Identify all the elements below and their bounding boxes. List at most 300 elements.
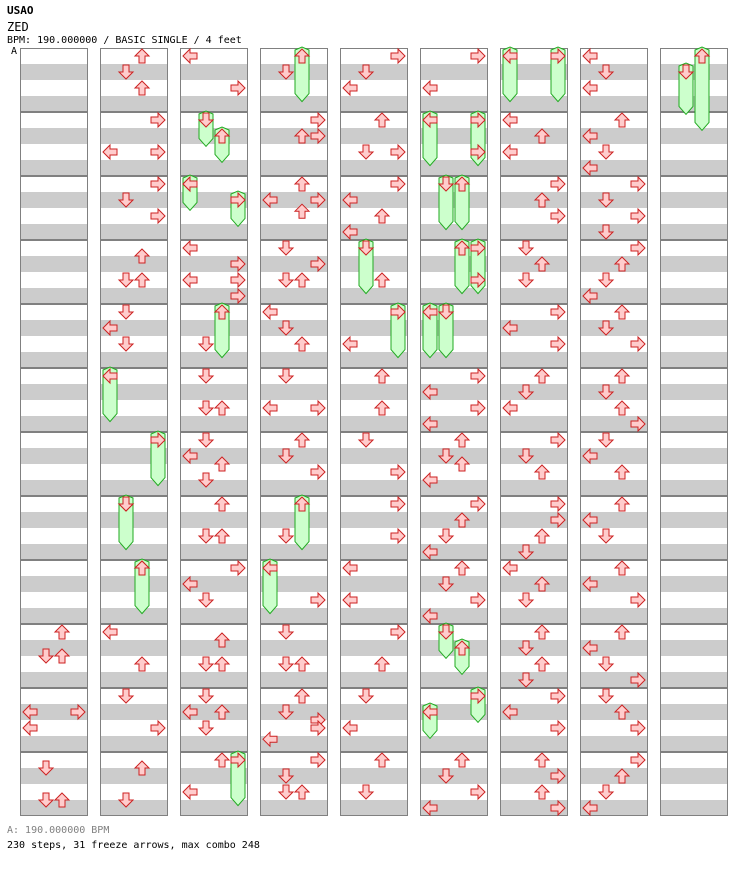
freeze-arrow [455, 639, 469, 674]
beat-stripe [580, 480, 648, 496]
beat-stripe [20, 288, 88, 304]
up-arrow-icon [615, 561, 629, 575]
beat-stripe [20, 768, 88, 784]
up-arrow-icon [375, 273, 389, 287]
up-arrow-icon [535, 785, 549, 799]
beat-stripe [500, 576, 568, 592]
up-arrow-icon [215, 497, 229, 511]
beat-stripe [20, 160, 88, 176]
up-arrow-icon [215, 401, 229, 415]
right-arrow-icon [551, 305, 565, 319]
beat-stripe [20, 576, 88, 592]
left-arrow-icon [343, 337, 357, 351]
beat-stripe [100, 736, 168, 752]
freeze-arrow [199, 111, 213, 146]
right-arrow-icon [471, 49, 485, 63]
up-arrow-icon [215, 753, 229, 767]
beat-stripe [100, 96, 168, 112]
beat-stripe [500, 128, 568, 144]
beat-stripe [20, 512, 88, 528]
up-arrow-icon [295, 433, 309, 447]
beat-stripe [100, 672, 168, 688]
beat-stripe [180, 96, 248, 112]
beat-stripe [500, 384, 568, 400]
beat-stripe [340, 128, 408, 144]
right-arrow-icon [391, 625, 405, 639]
up-arrow-icon [375, 113, 389, 127]
beat-stripe [340, 704, 408, 720]
freeze-arrow [439, 623, 453, 658]
beat-stripe [340, 160, 408, 176]
beat-stripe [580, 64, 648, 80]
beat-stripe [340, 800, 408, 816]
beat-stripe [20, 352, 88, 368]
up-arrow-icon [455, 753, 469, 767]
beat-stripe [20, 320, 88, 336]
beat-stripe [660, 160, 728, 176]
down-arrow-icon [199, 337, 213, 351]
right-arrow-icon [551, 177, 565, 191]
beat-stripe [340, 576, 408, 592]
up-arrow-icon [135, 657, 149, 671]
right-arrow-icon [311, 465, 325, 479]
beat-stripe [500, 256, 568, 272]
up-arrow-icon [215, 657, 229, 671]
down-arrow-icon [359, 689, 373, 703]
up-arrow-icon [375, 657, 389, 671]
up-arrow-icon [535, 657, 549, 671]
beat-stripe [420, 96, 488, 112]
freeze-arrow [295, 495, 309, 550]
chart-column [260, 47, 328, 816]
footer-bpm: A: 190.000000 BPM [7, 825, 110, 836]
beat-stripe [340, 384, 408, 400]
beat-stripe [660, 96, 728, 112]
freeze-arrow [439, 303, 453, 358]
right-arrow-icon [231, 273, 245, 287]
freeze-arrow [231, 751, 245, 806]
beat-stripe [100, 128, 168, 144]
right-arrow-icon [311, 401, 325, 415]
beat-stripe [580, 352, 648, 368]
beat-stripe [500, 736, 568, 752]
song-title: ZED [7, 20, 29, 34]
down-arrow-icon [359, 433, 373, 447]
beat-stripe [580, 256, 648, 272]
beat-stripe [420, 576, 488, 592]
freeze-arrow [503, 47, 517, 102]
beat-stripe [500, 544, 568, 560]
beat-stripe [420, 512, 488, 528]
beat-stripe [660, 320, 728, 336]
beat-stripe [340, 480, 408, 496]
up-arrow-icon [455, 561, 469, 575]
up-arrow-icon [535, 529, 549, 543]
beat-stripe [340, 288, 408, 304]
beat-stripe [660, 192, 728, 208]
beat-stripe [260, 512, 328, 528]
down-arrow-icon [279, 625, 293, 639]
beat-stripe [580, 768, 648, 784]
beat-stripe [20, 192, 88, 208]
beat-stripe [100, 512, 168, 528]
beat-stripe [580, 224, 648, 240]
beat-stripe [20, 256, 88, 272]
beat-stripe [340, 416, 408, 432]
beat-stripe [660, 608, 728, 624]
left-arrow-icon [503, 561, 517, 575]
down-arrow-icon [119, 305, 133, 319]
beat-stripe [660, 800, 728, 816]
beat-stripe [340, 256, 408, 272]
beat-stripe [260, 384, 328, 400]
right-arrow-icon [471, 401, 485, 415]
beat-stripe [340, 736, 408, 752]
freeze-arrow [679, 63, 693, 114]
beat-stripe [660, 352, 728, 368]
beat-stripe [180, 160, 248, 176]
beat-stripe [20, 224, 88, 240]
beat-stripe [420, 672, 488, 688]
beat-stripe [340, 64, 408, 80]
down-arrow-icon [599, 529, 613, 543]
freeze-arrow [103, 367, 117, 422]
up-arrow-icon [615, 625, 629, 639]
left-arrow-icon [183, 241, 197, 255]
right-arrow-icon [471, 593, 485, 607]
beat-stripe [340, 672, 408, 688]
right-arrow-icon [311, 593, 325, 607]
left-arrow-icon [103, 145, 117, 159]
chart-column [500, 47, 568, 816]
left-arrow-icon [503, 401, 517, 415]
beat-stripe [100, 576, 168, 592]
freeze-arrow [439, 175, 453, 230]
beat-stripe [660, 512, 728, 528]
down-arrow-icon [199, 593, 213, 607]
down-arrow-icon [279, 241, 293, 255]
beat-stripe [340, 640, 408, 656]
freeze-arrow [423, 303, 437, 358]
right-arrow-icon [631, 721, 645, 735]
down-arrow-icon [279, 369, 293, 383]
freeze-arrow [455, 175, 469, 230]
beat-stripe [260, 320, 328, 336]
beat-stripe [660, 544, 728, 560]
down-arrow-icon [519, 593, 533, 607]
beat-stripe [180, 672, 248, 688]
beat-stripe [500, 608, 568, 624]
beat-stripe [500, 480, 568, 496]
beat-stripe [100, 704, 168, 720]
down-arrow-icon [199, 401, 213, 415]
chart-column [580, 49, 648, 817]
beat-stripe [180, 64, 248, 80]
beat-stripe [180, 128, 248, 144]
right-arrow-icon [471, 785, 485, 799]
up-arrow-icon [535, 625, 549, 639]
up-arrow-icon [535, 465, 549, 479]
right-arrow-icon [631, 593, 645, 607]
beat-stripe [260, 96, 328, 112]
right-arrow-icon [551, 721, 565, 735]
left-arrow-icon [503, 145, 517, 159]
right-arrow-icon [471, 497, 485, 511]
right-arrow-icon [151, 209, 165, 223]
left-arrow-icon [583, 81, 597, 95]
beat-stripe [660, 288, 728, 304]
beat-stripe [580, 96, 648, 112]
down-arrow-icon [199, 369, 213, 383]
up-arrow-icon [135, 49, 149, 63]
beat-stripe [660, 704, 728, 720]
down-arrow-icon [279, 785, 293, 799]
beat-stripe [20, 480, 88, 496]
beat-stripe [100, 160, 168, 176]
up-arrow-icon [295, 177, 309, 191]
freeze-arrow [231, 191, 245, 226]
beat-stripe [420, 224, 488, 240]
freeze-arrow [423, 111, 437, 166]
beat-stripe [580, 320, 648, 336]
beat-stripe [660, 640, 728, 656]
right-arrow-icon [631, 337, 645, 351]
beat-stripe [100, 544, 168, 560]
beat-stripe [20, 128, 88, 144]
up-arrow-icon [455, 433, 469, 447]
right-arrow-icon [391, 49, 405, 63]
beat-stripe [100, 608, 168, 624]
up-arrow-icon [295, 657, 309, 671]
left-arrow-icon [263, 305, 277, 319]
up-arrow-icon [215, 529, 229, 543]
left-arrow-icon [263, 401, 277, 415]
right-arrow-icon [391, 497, 405, 511]
freeze-arrow [215, 127, 229, 162]
beat-stripe [180, 608, 248, 624]
beat-stripe [20, 384, 88, 400]
artist-name: USAO [7, 4, 34, 17]
beat-stripe [500, 192, 568, 208]
up-arrow-icon [375, 209, 389, 223]
chart-column [180, 49, 248, 817]
beat-stripe [180, 384, 248, 400]
right-arrow-icon [151, 113, 165, 127]
down-arrow-icon [119, 689, 133, 703]
up-arrow-icon [135, 273, 149, 287]
freeze-arrow [215, 303, 229, 358]
beat-stripe [660, 64, 728, 80]
beat-stripe [660, 416, 728, 432]
right-arrow-icon [151, 145, 165, 159]
beat-stripe [20, 800, 88, 816]
beat-stripe [260, 640, 328, 656]
beat-stripe [580, 608, 648, 624]
beat-stripe [580, 384, 648, 400]
right-arrow-icon [391, 529, 405, 543]
beat-stripe [340, 448, 408, 464]
chart-column [340, 49, 408, 817]
beat-stripe [100, 224, 168, 240]
chart-info: BPM: 190.000000 / BASIC SINGLE / 4 feet [7, 35, 242, 46]
down-arrow-icon [599, 689, 613, 703]
down-arrow-icon [279, 273, 293, 287]
chart-column [20, 49, 88, 817]
left-arrow-icon [183, 49, 197, 63]
right-arrow-icon [631, 177, 645, 191]
beat-stripe [580, 736, 648, 752]
beat-stripe [20, 448, 88, 464]
up-arrow-icon [295, 689, 309, 703]
beat-stripe [420, 640, 488, 656]
freeze-arrow [359, 239, 373, 294]
freeze-arrow [695, 47, 709, 130]
up-arrow-icon [535, 753, 549, 767]
beat-stripe [100, 256, 168, 272]
up-arrow-icon [535, 369, 549, 383]
down-arrow-icon [599, 657, 613, 671]
freeze-arrow [263, 559, 277, 614]
beat-stripe [260, 288, 328, 304]
footer-stats: 230 steps, 31 freeze arrows, max combo 248 [7, 840, 260, 851]
right-arrow-icon [151, 177, 165, 191]
left-arrow-icon [343, 721, 357, 735]
beat-stripe [260, 160, 328, 176]
bpm-section-marker: A [11, 46, 18, 57]
right-arrow-icon [311, 753, 325, 767]
right-arrow-icon [391, 465, 405, 479]
beat-stripe [100, 640, 168, 656]
beat-stripe [660, 448, 728, 464]
up-arrow-icon [615, 497, 629, 511]
right-arrow-icon [391, 145, 405, 159]
right-arrow-icon [551, 337, 565, 351]
beat-stripe [660, 768, 728, 784]
left-arrow-icon [343, 81, 357, 95]
down-arrow-icon [599, 145, 613, 159]
beat-stripe [100, 800, 168, 816]
beat-stripe [340, 544, 408, 560]
right-arrow-icon [311, 113, 325, 127]
up-arrow-icon [295, 785, 309, 799]
beat-stripe [180, 512, 248, 528]
beat-stripe [660, 576, 728, 592]
beat-stripe [500, 160, 568, 176]
right-arrow-icon [471, 369, 485, 383]
beat-stripe [500, 352, 568, 368]
beat-stripe [340, 96, 408, 112]
beat-stripe [580, 704, 648, 720]
beat-stripe [420, 768, 488, 784]
right-arrow-icon [551, 689, 565, 703]
up-arrow-icon [375, 401, 389, 415]
down-arrow-icon [199, 433, 213, 447]
right-arrow-icon [551, 497, 565, 511]
beat-stripe [340, 608, 408, 624]
beat-stripe [20, 416, 88, 432]
beat-stripe [180, 640, 248, 656]
up-arrow-icon [375, 753, 389, 767]
beat-stripe [260, 544, 328, 560]
beat-stripe [20, 672, 88, 688]
beat-stripe [180, 480, 248, 496]
down-arrow-icon [279, 657, 293, 671]
freeze-arrow [423, 703, 437, 738]
beat-stripe [580, 544, 648, 560]
down-arrow-icon [439, 529, 453, 543]
down-arrow-icon [199, 529, 213, 543]
up-arrow-icon [615, 465, 629, 479]
right-arrow-icon [631, 209, 645, 223]
freeze-arrow [455, 239, 469, 294]
up-arrow-icon [615, 401, 629, 415]
left-arrow-icon [103, 625, 117, 639]
chart-column [420, 49, 488, 817]
beat-stripe [260, 768, 328, 784]
right-arrow-icon [231, 561, 245, 575]
beat-stripe [420, 64, 488, 80]
up-arrow-icon [295, 273, 309, 287]
beat-stripe [500, 672, 568, 688]
beat-stripe [420, 192, 488, 208]
up-arrow-icon [615, 369, 629, 383]
left-arrow-icon [183, 785, 197, 799]
chart-column [660, 47, 728, 816]
right-arrow-icon [631, 241, 645, 255]
up-arrow-icon [295, 337, 309, 351]
beat-stripe [660, 480, 728, 496]
beat-stripe [340, 512, 408, 528]
down-arrow-icon [599, 785, 613, 799]
beat-stripe [20, 64, 88, 80]
beat-stripe [100, 192, 168, 208]
beat-stripe [260, 416, 328, 432]
freeze-arrow [471, 687, 485, 722]
beat-stripe [260, 64, 328, 80]
beat-stripe [580, 192, 648, 208]
beat-stripe [420, 448, 488, 464]
beat-stripe [180, 736, 248, 752]
right-arrow-icon [151, 721, 165, 735]
beat-stripe [260, 448, 328, 464]
left-arrow-icon [183, 273, 197, 287]
down-arrow-icon [119, 273, 133, 287]
beat-stripe [260, 672, 328, 688]
beat-stripe [260, 224, 328, 240]
down-arrow-icon [519, 273, 533, 287]
up-arrow-icon [615, 305, 629, 319]
freeze-arrow [295, 47, 309, 102]
left-arrow-icon [503, 113, 517, 127]
down-arrow-icon [519, 241, 533, 255]
beat-stripe [660, 384, 728, 400]
beat-stripe [500, 448, 568, 464]
up-arrow-icon [55, 625, 69, 639]
down-arrow-icon [599, 433, 613, 447]
down-arrow-icon [119, 337, 133, 351]
right-arrow-icon [551, 433, 565, 447]
left-arrow-icon [423, 81, 437, 95]
beat-stripe [180, 416, 248, 432]
left-arrow-icon [343, 593, 357, 607]
beat-stripe [660, 256, 728, 272]
down-arrow-icon [599, 273, 613, 287]
beat-stripe [20, 608, 88, 624]
right-arrow-icon [631, 753, 645, 767]
down-arrow-icon [359, 785, 373, 799]
beat-stripe [100, 288, 168, 304]
beat-stripe [660, 128, 728, 144]
